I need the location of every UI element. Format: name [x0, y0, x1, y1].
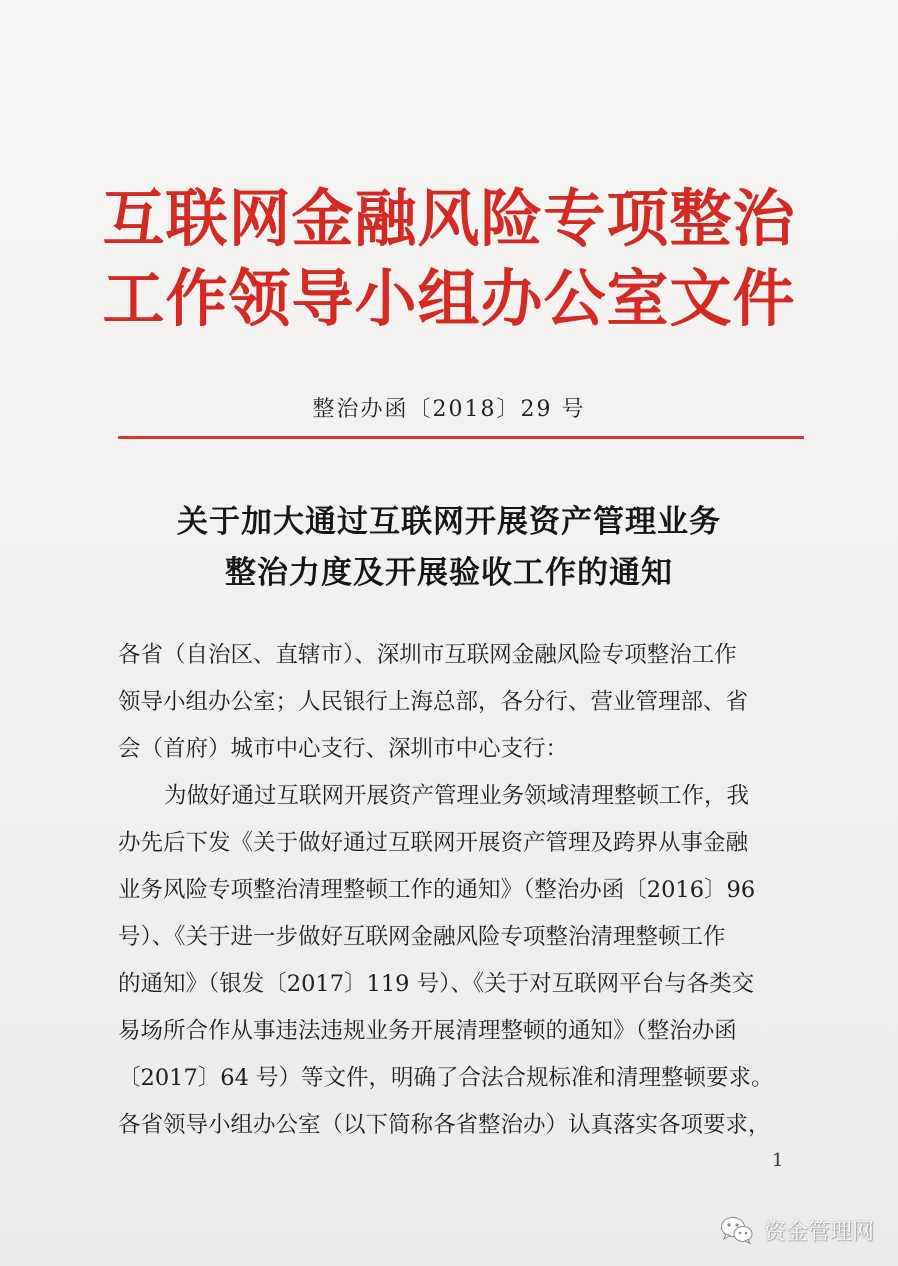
body-line: 各省领导小组办公室（以下简称各省整治办）认真落实各项要求，: [118, 1112, 771, 1138]
body-line: 办先后下发《关于做好通过互联网开展资产管理及跨界从事金融: [118, 830, 749, 856]
body-line: 易场所合作从事违法违规业务开展清理整顿的通知》（整治办函: [118, 1018, 737, 1044]
watermark-text: 资金管理网: [764, 1219, 875, 1245]
body-line: 业务风险专项整治清理整顿工作的通知》（整治办函〔2016〕96: [118, 877, 756, 903]
document-number: 整治办函〔2018〕29 号: [312, 397, 586, 422]
body-line: 号）、《关于进一步做好互联网金融风险专项整治清理整顿工作: [118, 924, 726, 950]
document-header-title-line-1: 互联网金融风险专项整治: [102, 182, 796, 255]
document-header-title-line-2: 工作领导小组办公室文件: [102, 262, 796, 335]
body-line: 为做好通过互联网开展资产管理业务领域清理整顿工作，我: [164, 783, 750, 809]
notice-body: [118, 632, 808, 1149]
page-number: 1: [772, 1150, 784, 1171]
body-line: 会（首府）城市中心支行、深圳市中心支行：: [118, 736, 569, 762]
red-divider-line: [118, 436, 804, 439]
body-line: 的通知》（银发〔2017〕119 号）、《关于对互联网平台与各类交: [118, 971, 755, 997]
body-line: 〔2017〕64 号）等文件，明确了合法合规标准和清理整顿要求。: [118, 1065, 774, 1091]
notice-title-line-2: 整治力度及开展验收工作的通知: [225, 555, 673, 591]
notice-title-line-1: 关于加大通过互联网开展资产管理业务: [177, 504, 721, 540]
body-line: 各省（自治区、直辖市）、深圳市互联网金融风险专项整治工作: [118, 642, 737, 668]
watermark: [720, 1210, 874, 1250]
wechat-icon: [720, 1215, 754, 1245]
body-line: 领导小组办公室；人民银行上海总部，各分行、营业管理部、省: [118, 689, 749, 715]
